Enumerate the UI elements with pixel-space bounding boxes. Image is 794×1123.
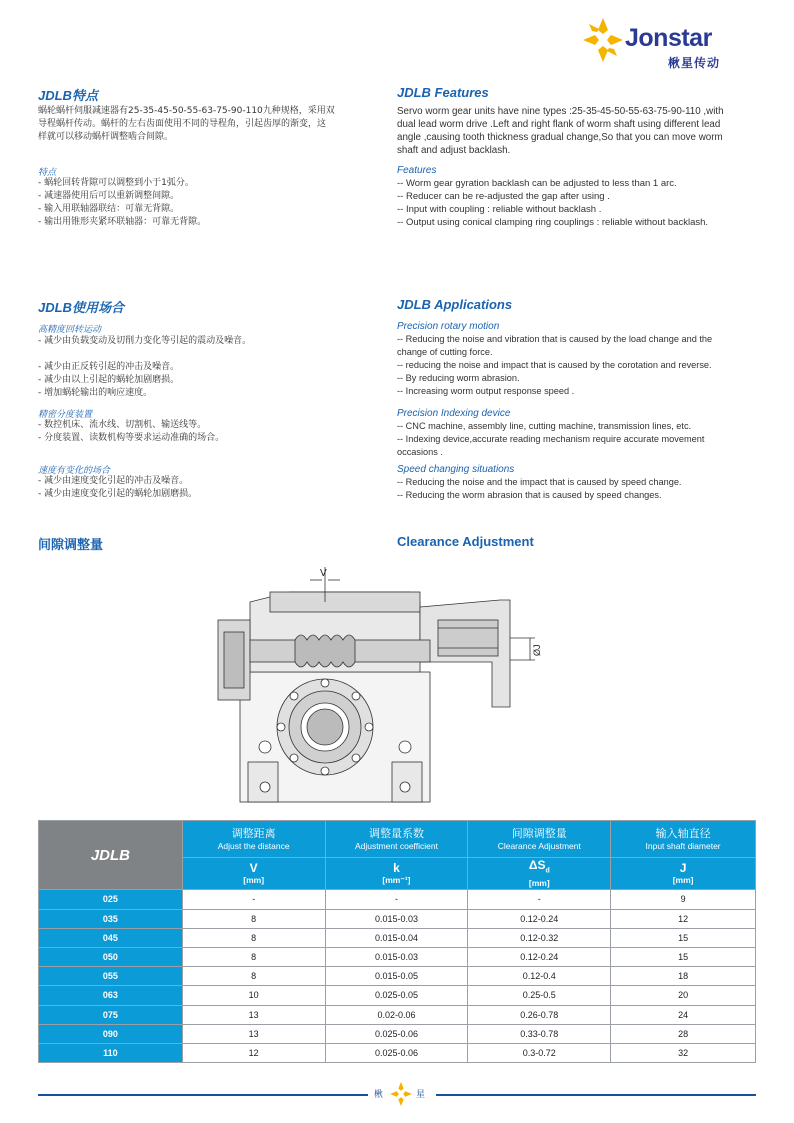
column-header-cn: 间隙调整量 — [511, 826, 567, 840]
column-symbol — [611, 858, 756, 890]
cell-adjust-coefficient: 0.015-0.05 — [325, 967, 468, 986]
list-item: - 增加蜗轮输出的响应速度。 — [38, 388, 153, 398]
intro-line: Servo worm gear units have nine types :25-35-45-50-55-63-75-90-110 ,with — [397, 106, 724, 117]
row-size-label: 110 — [39, 1043, 183, 1062]
list-item: -- Reducing the noise and the impact that is caused by speed change. — [397, 477, 682, 487]
column-symbol — [468, 858, 611, 890]
cell-adjust-coefficient: - — [325, 890, 468, 909]
app-group-list-en — [397, 333, 759, 398]
brand-logo — [583, 18, 763, 74]
app-group-list-cn — [38, 419, 383, 445]
list-item: occasions . — [397, 447, 443, 457]
footer-divider-left — [38, 1094, 368, 1096]
table-row — [39, 928, 756, 947]
cell-adjust-coefficient: 0.025-0.05 — [325, 986, 468, 1005]
cell-adjust-coefficient: 0.02-0.06 — [325, 1005, 468, 1024]
features-sub-cn: 特点 — [38, 168, 57, 178]
app-group-list-cn — [38, 475, 383, 501]
table-body — [39, 890, 756, 1063]
features-list-en — [397, 177, 759, 229]
intro-line: dual lead worm drive .Left and right flank of worm shaft using different lead — [397, 119, 721, 130]
cell-adjust-coefficient: 0.025-0.06 — [325, 1043, 468, 1062]
cell-adjust-distance: 12 — [182, 1043, 325, 1062]
list-item: -- reducing the noise and impact that is caused by the corotation and reverse. — [397, 360, 712, 370]
column-symbol-value: k — [393, 861, 400, 876]
clearance-table — [38, 820, 756, 1063]
row-size-label: 025 — [39, 890, 183, 909]
list-item: - 减少由以上引起的蜗轮加剧磨损。 — [38, 375, 180, 385]
features-list-cn — [38, 177, 383, 229]
list-item: - 蜗轮回转背隙可以调整到小于1弧分。 — [38, 178, 194, 188]
list-item: - 分度装置、读数机构等要求运动准确的场合。 — [38, 433, 225, 443]
column-header — [325, 821, 468, 858]
app-group-title: Precision rotary motion — [397, 321, 500, 332]
cell-adjust-distance: - — [182, 890, 325, 909]
column-symbol-value — [468, 858, 610, 878]
star-logo-icon — [390, 1082, 412, 1106]
table-header-row — [39, 821, 756, 858]
column-symbol — [325, 858, 468, 890]
cell-adjust-coefficient: 0.015-0.03 — [325, 947, 468, 966]
list-item: -- Reducer can be re-adjusted the gap after using . — [397, 191, 610, 202]
list-item: - 输出用锥形夹紧环联轴器：可靠无背隙。 — [38, 217, 207, 227]
cell-clearance-adjustment: 0.3-0.72 — [468, 1043, 611, 1062]
app-group-title: 速度有变化的场合 — [38, 466, 111, 476]
column-unit: [mm⁻¹] — [382, 875, 411, 886]
cell-adjust-distance: 13 — [182, 1005, 325, 1024]
column-header-en: Adjust the distance — [217, 840, 290, 851]
list-item: -- Reducing the worm abrasion that is caused by speed changes. — [397, 490, 662, 500]
column-header-cn: 输入轴直径 — [655, 826, 711, 840]
column-header-en: Adjustment coefficient — [354, 840, 438, 851]
column-symbol-value: V — [249, 861, 258, 876]
column-unit: [mm] — [243, 875, 265, 886]
cell-input-shaft-diameter: 20 — [611, 986, 756, 1005]
table-row — [39, 947, 756, 966]
column-symbol — [182, 858, 325, 890]
list-item: -- Increasing worm output response speed . — [397, 386, 575, 396]
column-header — [468, 821, 611, 858]
intro-line: shaft and adjust backlash. — [397, 145, 511, 156]
list-item: change of cutting force. — [397, 347, 493, 357]
features-sub-en: Features — [397, 165, 437, 176]
footer-divider-right — [436, 1094, 756, 1096]
list-item: - 减少由正反转引起的冲击及噪音。 — [38, 362, 180, 372]
row-size-label: 090 — [39, 1024, 183, 1043]
table-row — [39, 967, 756, 986]
row-size-label: 045 — [39, 928, 183, 947]
cell-clearance-adjustment: 0.33-0.78 — [468, 1024, 611, 1043]
row-size-label: 050 — [39, 947, 183, 966]
row-size-label: 035 — [39, 909, 183, 928]
intro-line: angle ,causing tooth thickness gradual change,So that you can move worm — [397, 132, 723, 143]
row-size-label: 055 — [39, 967, 183, 986]
app-group-list-en — [397, 420, 759, 459]
cell-clearance-adjustment: 0.12-0.24 — [468, 909, 611, 928]
cell-clearance-adjustment: 0.12-0.24 — [468, 947, 611, 966]
cell-clearance-adjustment: 0.12-0.32 — [468, 928, 611, 947]
applications-title-cn: JDLB使用场合 — [38, 300, 124, 315]
cell-adjust-coefficient: 0.025-0.06 — [325, 1024, 468, 1043]
list-item: - 减少由负载变动及切削力变化等引起的震动及噪音。 — [38, 336, 252, 346]
applications-title-en: JDLB Applications — [397, 297, 513, 312]
cell-adjust-distance: 8 — [182, 928, 325, 947]
cell-clearance-adjustment: 0.26-0.78 — [468, 1005, 611, 1024]
cell-adjust-distance: 8 — [182, 909, 325, 928]
cell-adjust-distance: 10 — [182, 986, 325, 1005]
cell-adjust-distance: 8 — [182, 967, 325, 986]
column-header-en: Clearance Adjustment — [497, 840, 581, 851]
footer-logo-mark — [372, 1082, 432, 1106]
gearbox-cross-section-drawing — [210, 562, 550, 812]
cell-adjust-coefficient: 0.015-0.03 — [325, 909, 468, 928]
symbol-subscript: d — [545, 867, 550, 875]
column-header-cn: 调整距离 — [231, 826, 276, 840]
cell-adjust-distance: 13 — [182, 1024, 325, 1043]
list-item: - 数控机床、流水线、切割机、输送线等。 — [38, 420, 207, 430]
intro-line: 蜗轮蜗杆伺服减速器有25-35-45-50-55-63-75-90-110九种规格，采用双 — [38, 106, 335, 116]
cell-clearance-adjustment: 0.25-0.5 — [468, 986, 611, 1005]
cell-adjust-distance: 8 — [182, 947, 325, 966]
column-symbol-value: J — [679, 861, 687, 876]
column-header — [182, 821, 325, 858]
clearance-title-cn: 间隙调整量 — [38, 537, 104, 552]
table-row — [39, 1005, 756, 1024]
column-header — [611, 821, 756, 858]
table-corner: JDLB — [39, 821, 183, 890]
cell-input-shaft-diameter: 15 — [611, 928, 756, 947]
cell-clearance-adjustment: - — [468, 890, 611, 909]
cell-input-shaft-diameter: 12 — [611, 909, 756, 928]
list-item: -- Output using conical clamping ring couplings : reliable without backlash. — [397, 217, 709, 228]
list-item: - 减速器使用后可以重新调整间隙。 — [38, 191, 180, 201]
table-row — [39, 1043, 756, 1062]
brand-name: Jonstar — [625, 24, 712, 52]
row-size-label: 063 — [39, 986, 183, 1005]
intro-line: 样就可以移动蜗杆调整啮合间隙。 — [38, 132, 174, 142]
app-group-title: 高精度回转运动 — [38, 325, 102, 335]
cell-input-shaft-diameter: 32 — [611, 1043, 756, 1062]
symbol-main: ΔS — [528, 858, 546, 872]
list-item: - 减少由速度变化引起的冲击及噪音。 — [38, 476, 189, 486]
table-row — [39, 986, 756, 1005]
column-header-cn: 调整量系数 — [368, 826, 424, 840]
footer-glyph-right: 星 — [416, 1090, 426, 1100]
features-title-en: JDLB Features — [397, 85, 489, 100]
column-unit: [mm] — [528, 878, 550, 889]
star-logo-icon — [583, 18, 623, 62]
cell-input-shaft-diameter: 15 — [611, 947, 756, 966]
app-group-list-en — [397, 476, 759, 502]
app-group-title: Speed changing situations — [397, 464, 515, 475]
cell-input-shaft-diameter: 24 — [611, 1005, 756, 1024]
features-title-cn: JDLB特点 — [38, 88, 98, 103]
list-item: -- By reducing worm abrasion. — [397, 373, 520, 383]
list-item: -- Reducing the noise and vibration that is caused by the load change and the — [397, 334, 713, 344]
list-item: -- Indexing device,accurate reading mechanism require accurate movement — [397, 434, 705, 444]
cell-clearance-adjustment: 0.12-0.4 — [468, 967, 611, 986]
cell-input-shaft-diameter: 28 — [611, 1024, 756, 1043]
features-intro-en — [397, 105, 759, 157]
app-group-title: Precision Indexing device — [397, 408, 511, 419]
list-item: - 输入用联轴器联结：可靠无背隙。 — [38, 204, 180, 214]
v-dimension-label: V — [320, 568, 327, 579]
j-dimension-label: ØJ — [532, 644, 542, 656]
list-item: -- CNC machine, assembly line, cutting machine, transmission lines, etc. — [397, 421, 692, 431]
list-item: -- Input with coupling : reliable without backlash . — [397, 204, 602, 215]
brand-name-cn: 楸星传动 — [668, 56, 721, 70]
table-row — [39, 909, 756, 928]
clearance-title-en: Clearance Adjustment — [397, 534, 534, 549]
table-row — [39, 890, 756, 909]
cell-input-shaft-diameter: 9 — [611, 890, 756, 909]
column-header-en: Input shaft diameter — [645, 840, 721, 851]
list-item: - 减少由速度变化引起的蜗轮加剧磨损。 — [38, 489, 198, 499]
table-row — [39, 1024, 756, 1043]
column-unit: [mm] — [672, 875, 694, 886]
list-item — [38, 348, 383, 361]
row-size-label: 075 — [39, 1005, 183, 1024]
app-group-title: 精密分度装置 — [38, 410, 93, 420]
app-group-list-cn — [38, 335, 383, 400]
cell-input-shaft-diameter: 18 — [611, 967, 756, 986]
intro-line: 导程蜗杆传动。蜗杆的左右齿面使用不同的导程角，引起齿厚的渐变，这 — [38, 119, 327, 129]
list-item: -- Worm gear gyration backlash can be adjusted to less than 1 arc. — [397, 178, 677, 189]
cell-adjust-coefficient: 0.015-0.04 — [325, 928, 468, 947]
footer-glyph-left: 楸 — [374, 1090, 384, 1100]
features-intro-cn — [38, 105, 383, 144]
